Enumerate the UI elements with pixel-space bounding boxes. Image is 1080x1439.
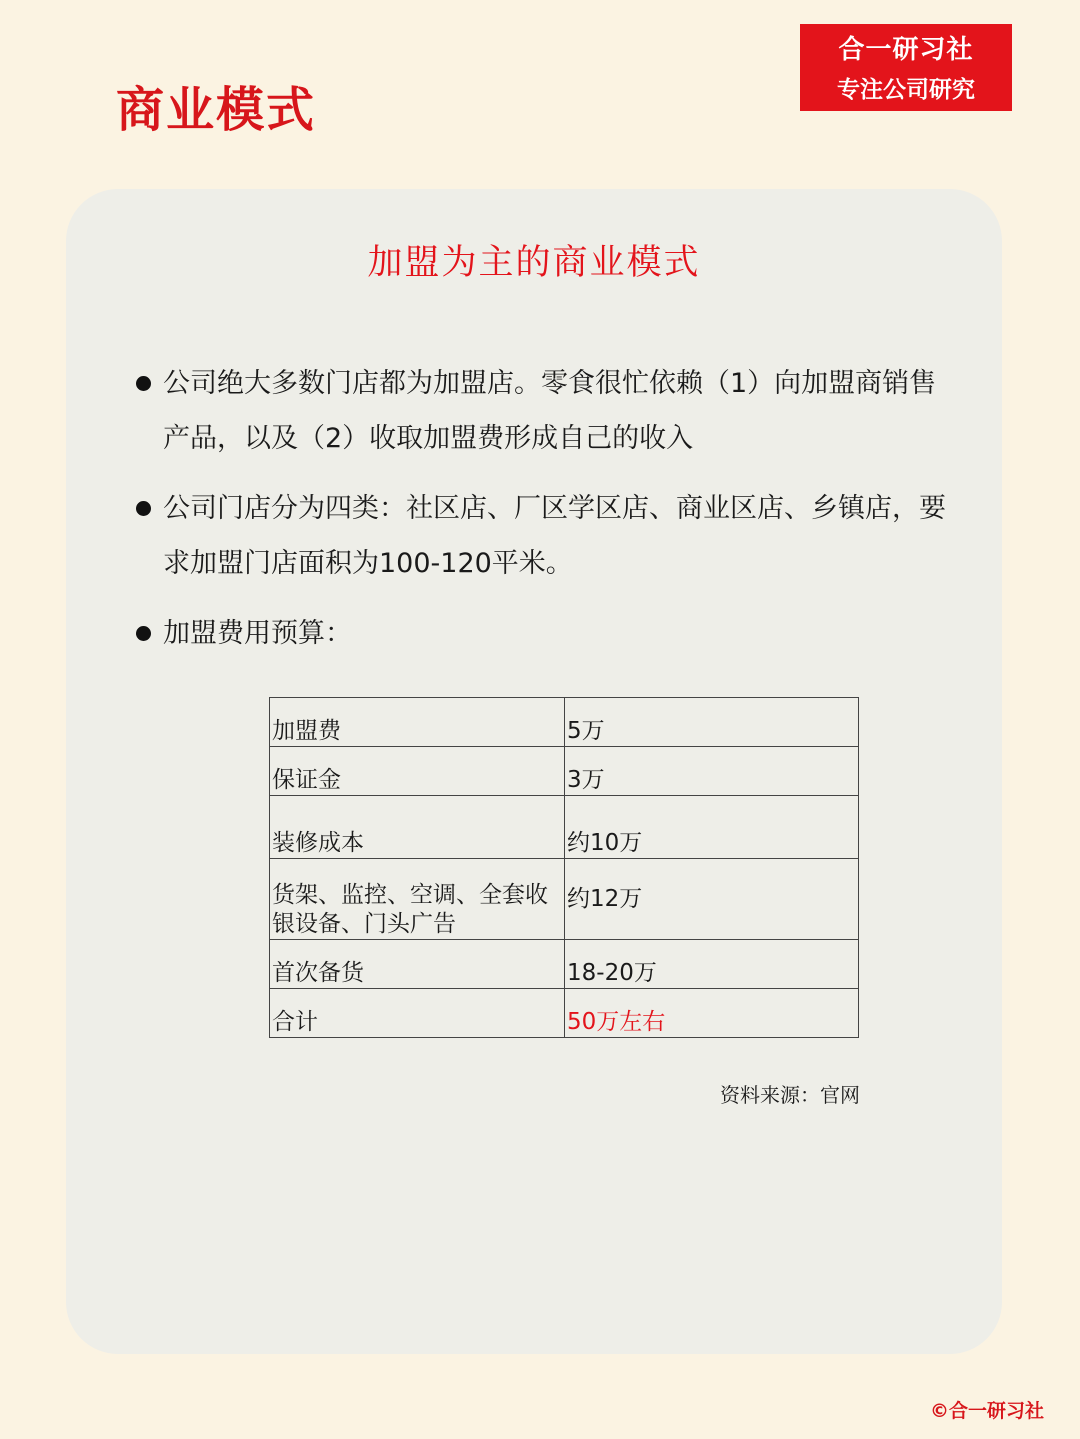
bullet-item <box>136 606 946 661</box>
table-row <box>270 698 859 747</box>
bullet-dot-icon <box>136 626 151 641</box>
table-cell-item: 合计 <box>270 989 565 1038</box>
table-cell-item: 加盟费 <box>270 698 565 747</box>
bullet-dot-icon <box>136 376 151 391</box>
bullet-text: 公司门店分为四类：社区店、厂区学区店、商业区店、乡镇店，要求加盟门店面积为100-120平米。 <box>163 493 946 579</box>
table-row <box>270 940 859 989</box>
fee-budget-table <box>269 697 859 1038</box>
bullet-item <box>136 481 946 591</box>
bullet-dot-icon <box>136 501 151 516</box>
table-cell-item: 保证金 <box>270 747 565 796</box>
source-note: 资料来源：官网 <box>720 1083 860 1107</box>
copyright-watermark: ©合一研习社 <box>929 1400 1044 1422</box>
table-row <box>270 747 859 796</box>
table-cell-total: 50万左右 <box>565 989 859 1038</box>
page-title: 商业模式 <box>116 82 317 138</box>
brand-name: 合一研习社 <box>838 35 974 65</box>
table-cell-cost: 18-20万 <box>565 940 859 989</box>
card-title: 加盟为主的商业模式 <box>367 243 701 283</box>
content-card <box>66 189 1002 1354</box>
table-cell-cost: 约12万 <box>565 859 859 940</box>
table-row <box>270 859 859 940</box>
bullet-item <box>136 356 946 466</box>
brand-badge <box>800 24 1012 111</box>
bullet-text: 加盟费用预算： <box>163 618 352 649</box>
table-row <box>270 796 859 859</box>
bullet-list <box>136 356 946 676</box>
table-cell-cost: 3万 <box>565 747 859 796</box>
table-cell-cost: 5万 <box>565 698 859 747</box>
table-cell-cost: 约10万 <box>565 796 859 859</box>
bullet-text: 公司绝大多数门店都为加盟店。零食很忙依赖（1）向加盟商销售产品，以及（2）收取加盟费形成自己的收入 <box>163 368 937 454</box>
table-row-total <box>270 989 859 1038</box>
table-cell-item: 货架、监控、空调、全套收银设备、门头广告 <box>270 859 565 940</box>
brand-tagline: 专注公司研究 <box>837 77 975 103</box>
table-cell-item: 装修成本 <box>270 796 565 859</box>
table-cell-item: 首次备货 <box>270 940 565 989</box>
